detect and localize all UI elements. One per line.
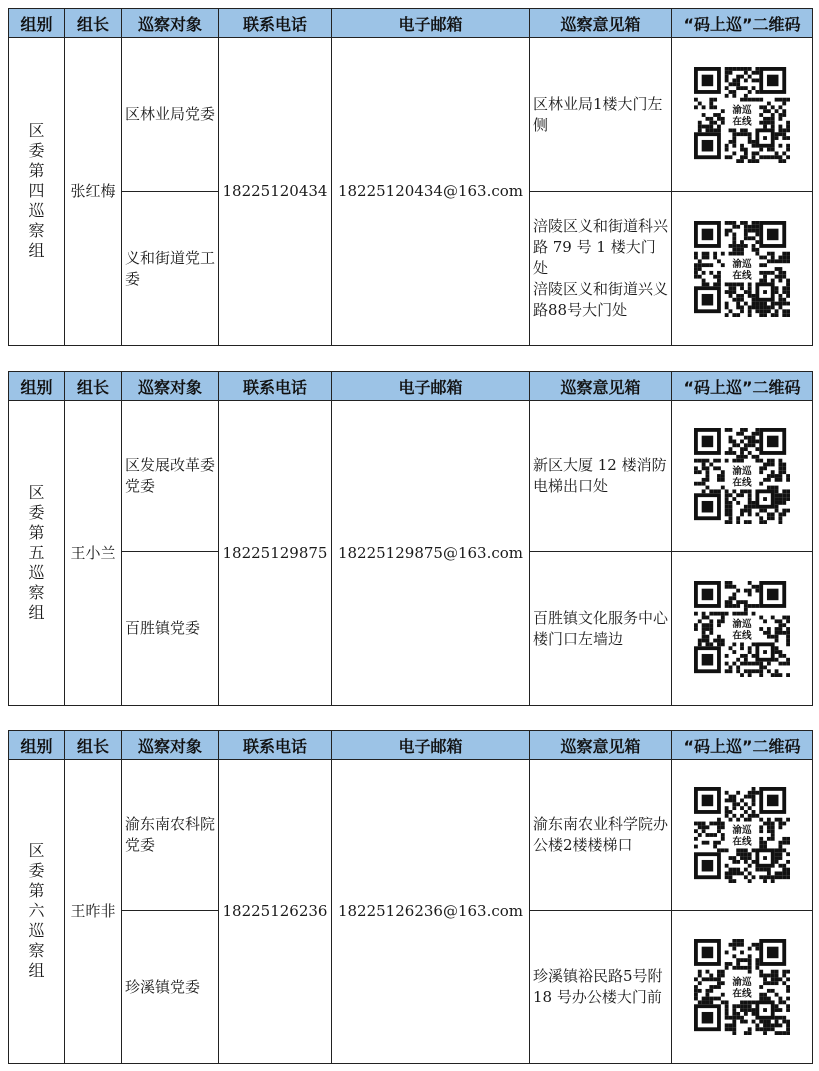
mailbox-location: 百胜镇文化服务中心楼门口左墙边 [530, 552, 672, 706]
svg-text:在线: 在线 [732, 630, 752, 642]
qr-code-icon [694, 221, 790, 317]
svg-text:在线: 在线 [732, 988, 752, 1000]
group-name-cell [9, 401, 65, 706]
header-row [9, 372, 813, 401]
inspection-table-3 [8, 730, 813, 1064]
email-address: 18225129875@163.com [332, 401, 530, 706]
phone-number: 18225129875 [219, 401, 332, 706]
group-name-cell [9, 38, 65, 346]
mailbox-location: 区林业局1楼大门左侧 [530, 38, 672, 192]
header-group: 组别 [9, 372, 65, 401]
mailbox-location: 渝东南农业科学院办公楼2楼楼梯口 [530, 760, 672, 911]
qr-code-icon [694, 581, 790, 677]
group-name: 区委第四巡察组 [28, 121, 45, 260]
header-target: 巡察对象 [122, 372, 219, 401]
header-mailbox: 巡察意见箱 [530, 372, 672, 401]
inspection-target: 义和街道党工委 [122, 192, 219, 346]
table-row [9, 760, 813, 911]
qr-code-icon [694, 67, 790, 163]
qr-code-icon [694, 939, 790, 1035]
email-address: 18225120434@163.com [332, 38, 530, 346]
email-address: 18225126236@163.com [332, 760, 530, 1064]
header-email: 电子邮箱 [332, 731, 530, 760]
header-mailbox: 巡察意见箱 [530, 9, 672, 38]
inspection-table-1 [8, 8, 813, 346]
leader-name: 张红梅 [65, 38, 122, 346]
header-leader: 组长 [65, 731, 122, 760]
svg-text:在线: 在线 [732, 116, 752, 128]
table-row [9, 401, 813, 552]
header-row [9, 9, 813, 38]
header-leader: 组长 [65, 372, 122, 401]
header-mailbox: 巡察意见箱 [530, 731, 672, 760]
svg-text:渝巡: 渝巡 [732, 258, 752, 270]
group-name: 区委第五巡察组 [28, 482, 45, 622]
header-phone: 联系电话 [219, 731, 332, 760]
qr-code-icon [694, 428, 790, 524]
header-row [9, 731, 813, 760]
inspection-target: 百胜镇党委 [122, 552, 219, 706]
inspection-table-2 [8, 371, 813, 706]
qr-code-cell [672, 38, 813, 192]
header-qr: “码上巡”二维码 [672, 731, 813, 760]
mailbox-location: 珍溪镇裕民路5号附 18 号办公楼大门前 [530, 911, 672, 1064]
inspection-target: 渝东南农科院党委 [122, 760, 219, 911]
svg-text:渝巡: 渝巡 [732, 466, 752, 478]
svg-text:渝巡: 渝巡 [732, 618, 752, 630]
inspection-target: 区林业局党委 [122, 38, 219, 192]
group-name: 区委第六巡察组 [28, 841, 45, 980]
mailbox-location: 新区大厦 12 楼消防电梯出口处 [530, 401, 672, 552]
table-row [9, 38, 813, 192]
svg-text:在线: 在线 [732, 836, 752, 848]
header-target: 巡察对象 [122, 731, 219, 760]
header-email: 电子邮箱 [332, 9, 530, 38]
svg-text:在线: 在线 [732, 270, 752, 282]
qr-code-cell [672, 401, 813, 552]
svg-text:渝巡: 渝巡 [732, 977, 752, 989]
qr-code-cell [672, 552, 813, 706]
qr-code-cell [672, 760, 813, 911]
phone-number: 18225120434 [219, 38, 332, 346]
header-email: 电子邮箱 [332, 372, 530, 401]
header-leader: 组长 [65, 9, 122, 38]
header-qr: “码上巡”二维码 [672, 9, 813, 38]
inspection-target: 区发展改革委党委 [122, 401, 219, 552]
svg-text:渝巡: 渝巡 [732, 825, 752, 837]
mailbox-location: 涪陵区义和街道科兴路 79 号 1 楼大门处 涪陵区义和街道兴义路88号大门处 [530, 192, 672, 346]
phone-number: 18225126236 [219, 760, 332, 1064]
leader-name: 王昨非 [65, 760, 122, 1064]
header-phone: 联系电话 [219, 9, 332, 38]
header-target: 巡察对象 [122, 9, 219, 38]
inspection-target: 珍溪镇党委 [122, 911, 219, 1064]
group-name-cell [9, 760, 65, 1064]
leader-name: 王小兰 [65, 401, 122, 706]
header-group: 组别 [9, 9, 65, 38]
header-group: 组别 [9, 731, 65, 760]
svg-text:在线: 在线 [732, 477, 752, 489]
qr-code-cell [672, 192, 813, 346]
qr-code-icon [694, 787, 790, 883]
qr-code-cell [672, 911, 813, 1064]
header-phone: 联系电话 [219, 372, 332, 401]
svg-text:渝巡: 渝巡 [732, 104, 752, 116]
header-qr: “码上巡”二维码 [672, 372, 813, 401]
